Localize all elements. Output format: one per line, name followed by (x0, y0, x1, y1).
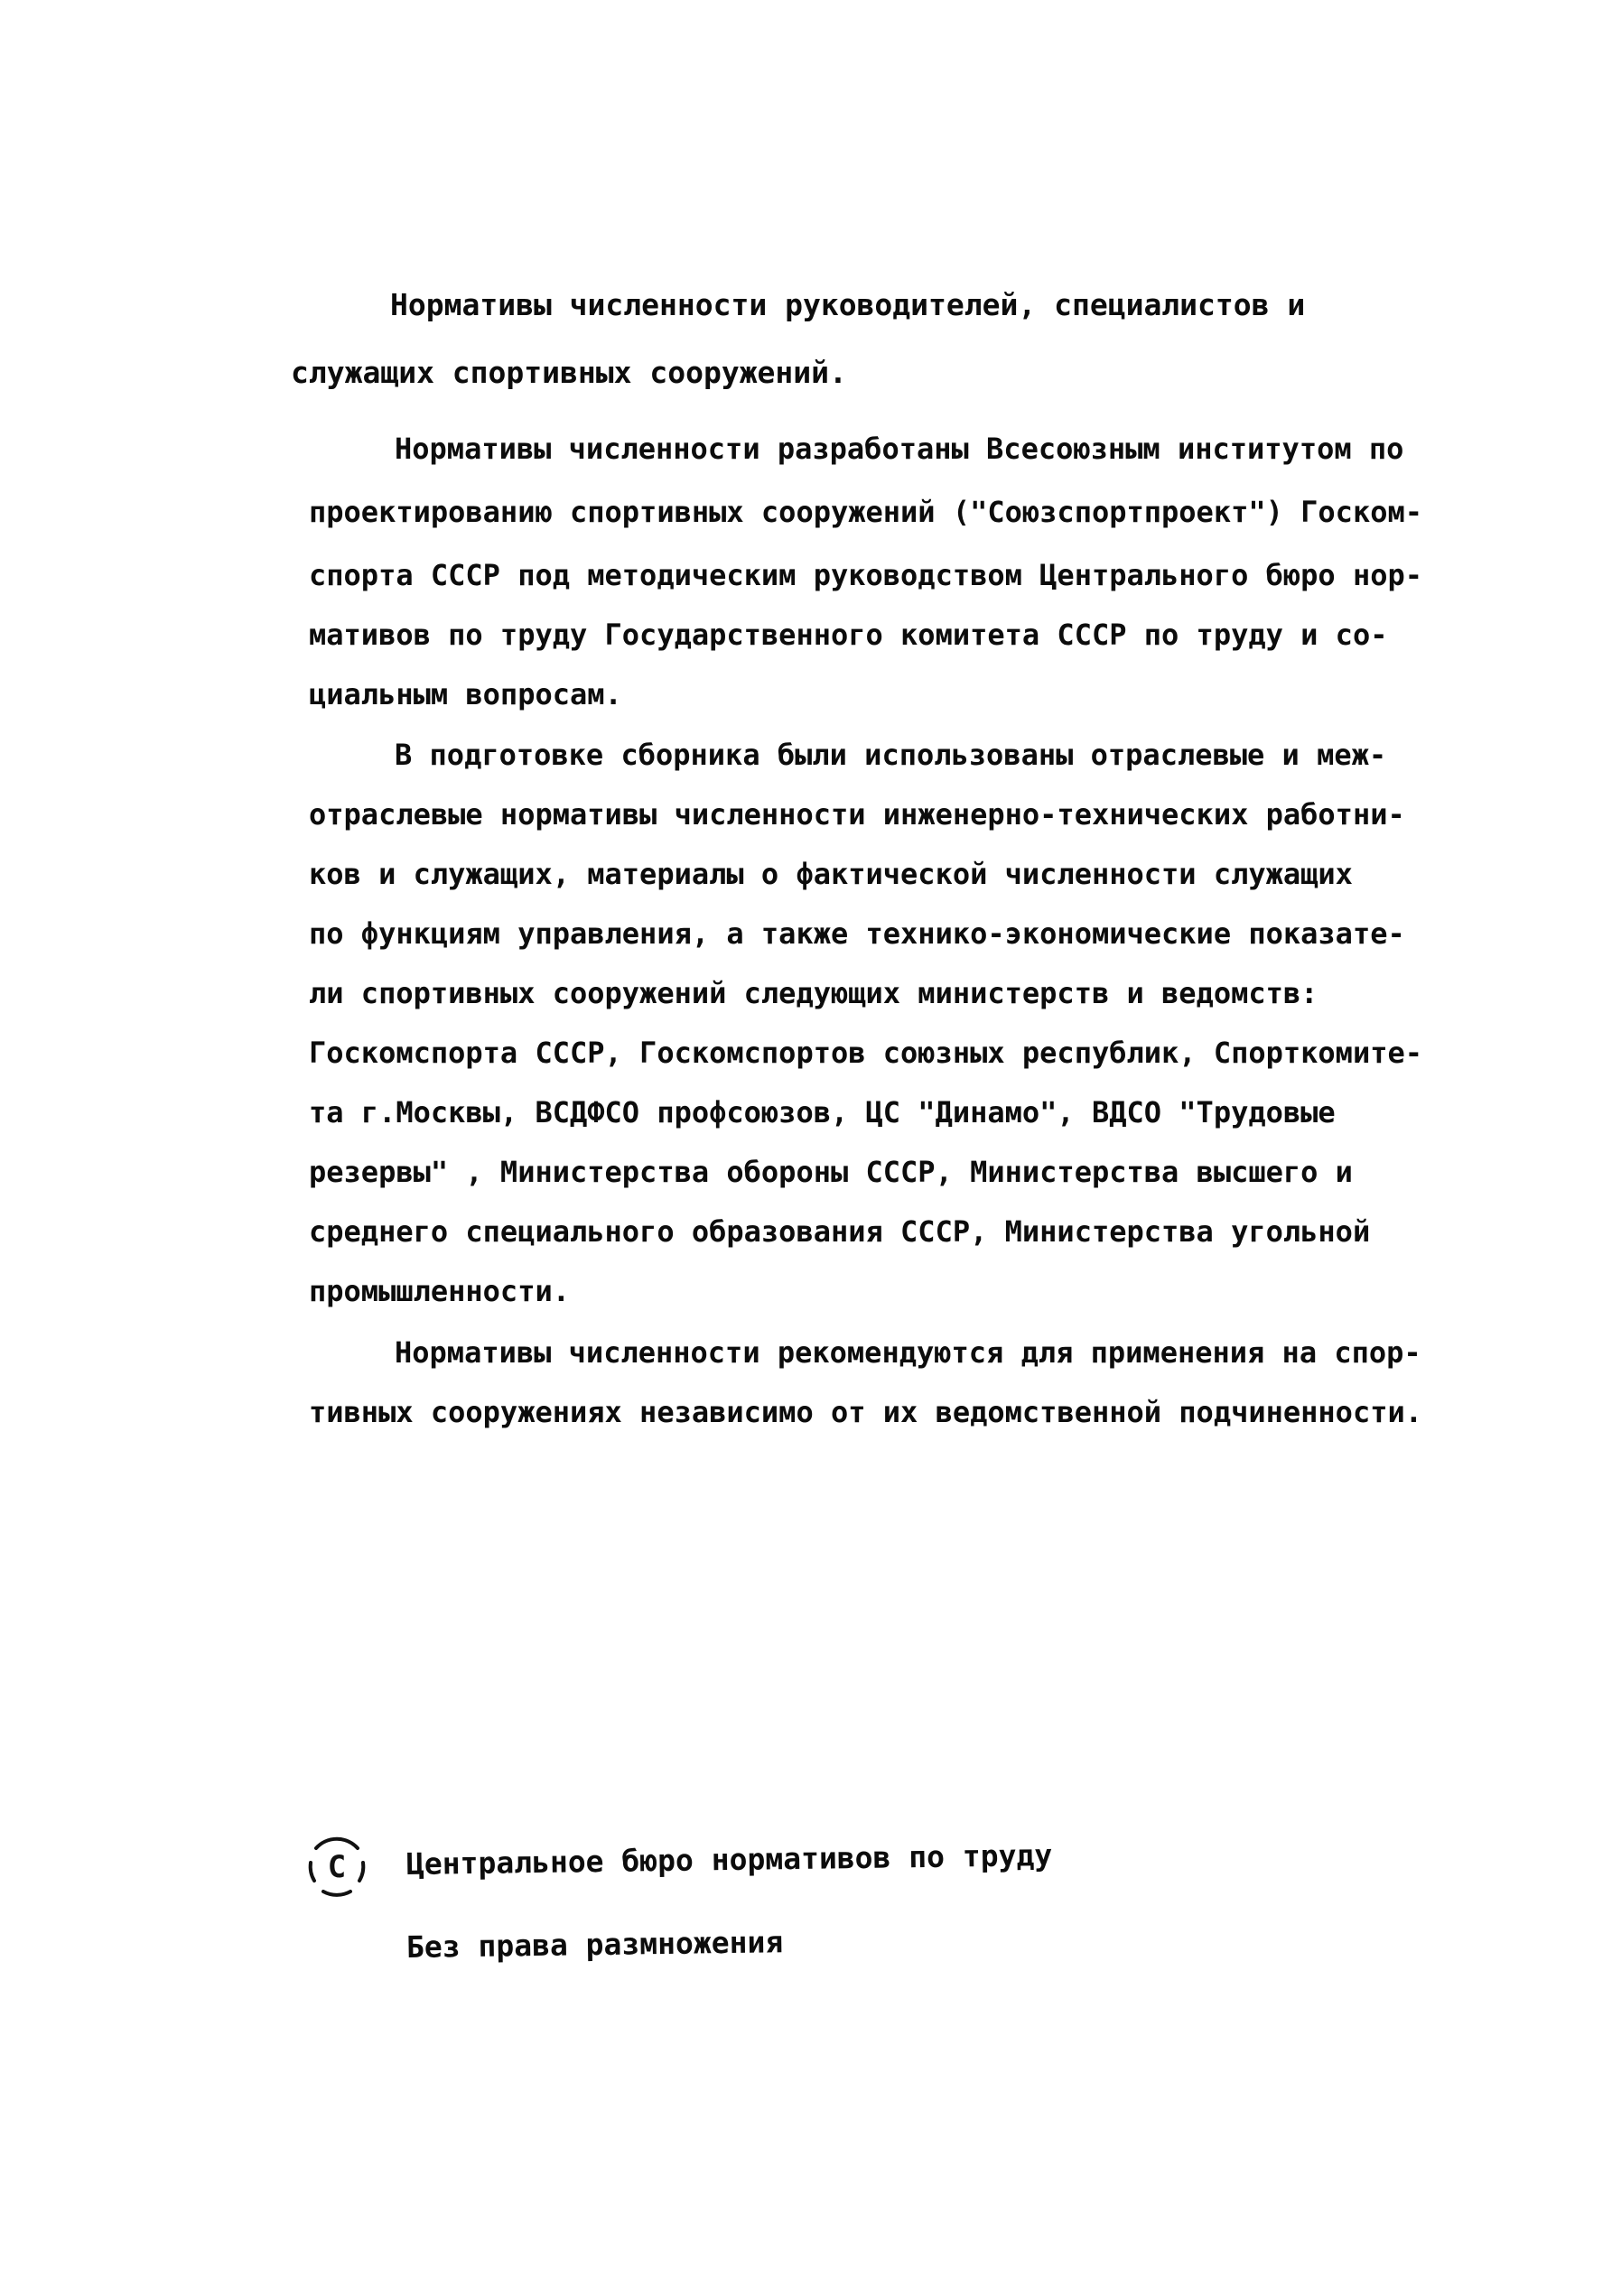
paragraph-2-line-3: ков и служащих, материалы о фактической численности служащих (309, 857, 1353, 891)
copyright-owner: Центральное бюро нормативов по труду (405, 1837, 1053, 1882)
paragraph-1-line-5: циальным вопросам. (309, 677, 622, 711)
heading-line-2: служащих спортивных сооружений. (291, 355, 847, 390)
paragraph-2-line-5: ли спортивных сооружений следующих министерств и ведомств: (309, 976, 1318, 1010)
paragraph-3-line-2: тивных сооружениях независимо от их ведомственной подчиненности. (309, 1395, 1422, 1429)
paragraph-2-line-2: отраслевые нормативы численности инженерно-технических работни- (309, 797, 1405, 832)
paragraph-2-line-4: по функциям управления, а также технико-экономические показате- (309, 916, 1405, 951)
paragraph-2-line-9: среднего специального образования СССР, Министерства угольной (309, 1214, 1371, 1249)
paragraph-1-line-1: Нормативы численности разработаны Всесоюзным институтом по (395, 432, 1404, 466)
paragraph-1-line-3: спорта СССР под методическим руководством Центрального бюро нор- (309, 558, 1422, 592)
paragraph-2-line-8: резервы" , Министерства обороны СССР, Министерства высшего и (309, 1155, 1353, 1189)
copyright-icon (298, 1828, 376, 1906)
copyright-symbol: C (327, 1849, 347, 1885)
paragraph-2-line-6: Госкомспорта СССР, Госкомспортов союзных республик, Спорткомите- (309, 1036, 1422, 1070)
copyright-block (298, 1828, 1201, 2009)
paragraph-3-line-1: Нормативы численности рекомендуются для применения на спор- (395, 1335, 1421, 1370)
paragraph-2-line-1: В подготовке сборника были использованы отраслевые и меж- (395, 738, 1387, 772)
paragraph-2-line-10: промышленности. (309, 1274, 570, 1308)
copyright-notice: Без права размножения (405, 1924, 784, 1965)
paragraph-1-line-4: мативов по труду Государственного комитета СССР по труду и со- (309, 618, 1388, 652)
paragraph-1-line-2: проектированию спортивных сооружений ("Союзспортпроект") Госком- (309, 495, 1422, 529)
paragraph-2-line-7: та г.Москвы, ВСДФСО профсоюзов, ЦС "Динамо", ВДСО "Трудовые (309, 1095, 1336, 1129)
heading-line-1: Нормативы численности руководителей, специалистов и (390, 287, 1306, 322)
